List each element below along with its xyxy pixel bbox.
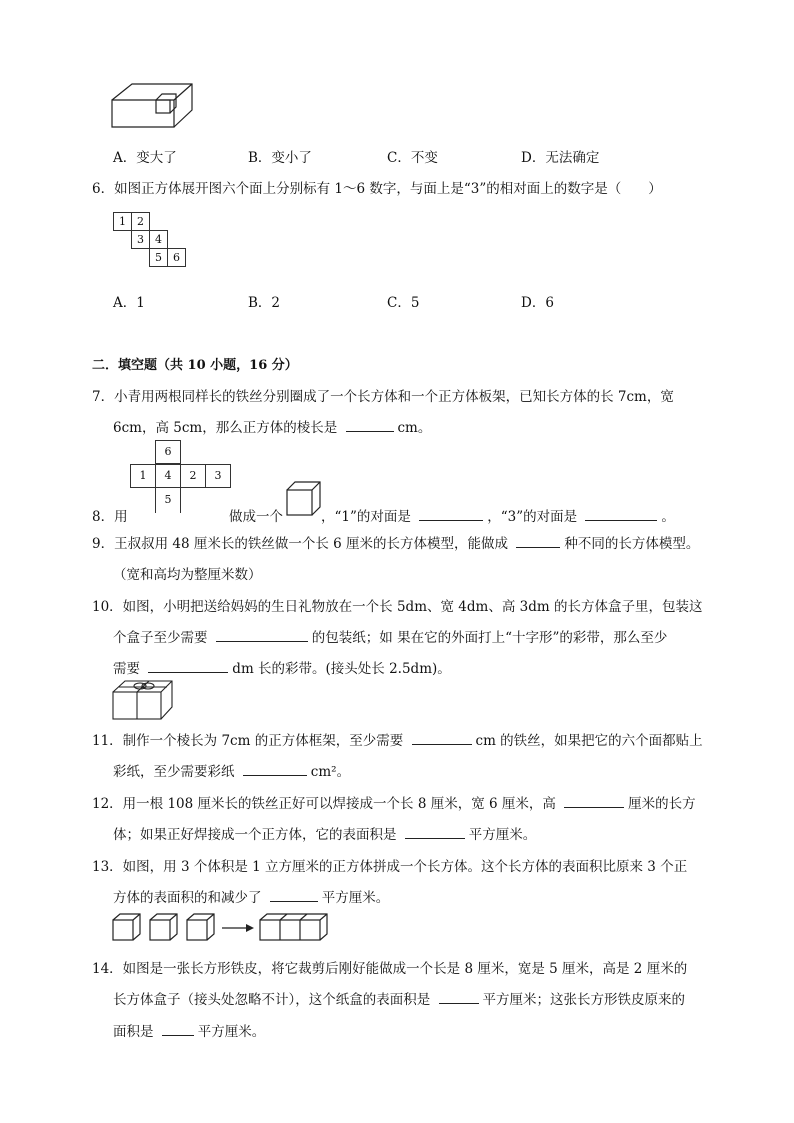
q8-net-face: 2 bbox=[180, 464, 206, 488]
q6-option-c[interactable]: C．5 bbox=[387, 295, 420, 311]
q10-text-2: 的包装纸；如 果在它的外面打上“十字形”的彩带，那么至少 bbox=[311, 630, 668, 646]
q10-answer-blank-2[interactable] bbox=[148, 658, 228, 673]
q12-text-4: 平方厘米。 bbox=[468, 827, 537, 843]
q8-text-2: ，“3”的对面是 bbox=[487, 509, 578, 525]
q10-line1: 10．如图，小明把送给妈妈的生日礼物放在一个长 5dm、宽 4dm、高 3dm 的长方体盒子里，包装这 bbox=[92, 599, 703, 615]
q12-text: 12．用一根 108 厘米长的铁丝正好可以焊接成一个长 8 厘米，宽 6 厘米，高 bbox=[92, 796, 556, 812]
q11-answer-blank-1[interactable] bbox=[412, 730, 472, 745]
q14-line3 bbox=[113, 1020, 265, 1040]
q10-gift-box-figure bbox=[112, 679, 174, 721]
q14-line2 bbox=[113, 988, 685, 1008]
q9-line1 bbox=[92, 532, 699, 552]
q9-text: 9．王叔叔用 48 厘米长的铁丝做一个长 6 厘米的长方体模型，能做成 bbox=[92, 536, 509, 552]
q12-answer-blank-2[interactable] bbox=[405, 824, 465, 839]
q6-stem: 6．如图正方体展开图六个面上分别标有 1～6 数字，与面上是“3”的相对面上的数字是（ ） bbox=[92, 181, 662, 197]
q6-net-face: 1 bbox=[113, 212, 132, 231]
q9-answer-blank[interactable] bbox=[516, 533, 560, 548]
section-heading-fill-in: 二．填空题（共 10 小题，16 分） bbox=[92, 358, 298, 373]
q11-text: 11．制作一个棱长为 7cm 的正方体框架，至少需要 bbox=[92, 733, 404, 749]
q13-text: 方体的表面积的和减少了 bbox=[113, 890, 262, 906]
q11-line1 bbox=[92, 729, 703, 749]
q11-line2 bbox=[113, 760, 350, 780]
q8-answer-blank-2[interactable] bbox=[585, 506, 657, 521]
q8-answer-blank-1[interactable] bbox=[419, 506, 483, 521]
q10-text-4: dm 长的彩带。(接头处长 2.5dm)。 bbox=[232, 661, 451, 677]
q10-answer-blank-1[interactable] bbox=[216, 627, 308, 642]
q10-text-3: 需要 bbox=[113, 661, 140, 677]
q6-option-d[interactable]: D．6 bbox=[521, 295, 554, 311]
q12-answer-blank-1[interactable] bbox=[564, 793, 624, 808]
q6-cube-net bbox=[113, 212, 193, 272]
q14-answer-blank-2[interactable] bbox=[162, 1021, 194, 1036]
q12-text-2: 厘米的长方 bbox=[628, 796, 696, 812]
q9-line2: （宽和高均为整厘米数） bbox=[113, 567, 262, 583]
q7-answer-blank[interactable] bbox=[346, 417, 394, 432]
q5-option-b[interactable]: B．变小了 bbox=[248, 150, 312, 166]
q12-text-3: 体；如果正好焊接成一个正方体，它的表面积是 bbox=[113, 827, 397, 843]
q10-line3 bbox=[113, 657, 451, 677]
q8-net-face: 1 bbox=[130, 464, 156, 488]
q9-text-end: 种不同的长方体模型。 bbox=[564, 536, 700, 552]
q6-net-face: 2 bbox=[131, 212, 150, 231]
q6-net-face: 6 bbox=[167, 248, 186, 267]
q6-net-face: 5 bbox=[149, 248, 168, 267]
q8-net-face: 4 bbox=[155, 464, 181, 488]
q7-text: 6cm，高 5cm，那么正方体的棱长是 bbox=[113, 420, 338, 436]
q6-option-a[interactable]: A．1 bbox=[113, 295, 145, 311]
q8-rest bbox=[321, 505, 675, 525]
q14-line1: 14．如图是一张长方形铁皮，将它裁剪后刚好能做成一个长是 8 厘米，宽是 5 厘米，高是 2 厘米的 bbox=[92, 961, 688, 977]
q8-prefix: 8．用 bbox=[92, 509, 128, 525]
q12-line1 bbox=[92, 792, 696, 812]
q11-text-2: cm 的铁丝，如果把它的六个面都贴上 bbox=[475, 733, 703, 749]
q13-cubes-figure bbox=[112, 912, 327, 944]
q6-net-face: 4 bbox=[149, 230, 168, 249]
q11-answer-blank-2[interactable] bbox=[243, 761, 307, 776]
q5-option-a[interactable]: A．变大了 bbox=[113, 150, 177, 166]
q6-net-face: 3 bbox=[131, 230, 150, 249]
q8-net-face: 3 bbox=[205, 464, 231, 488]
q13-answer-blank[interactable] bbox=[270, 887, 318, 902]
q5-option-d[interactable]: D．无法确定 bbox=[521, 150, 600, 166]
q8-cube-net bbox=[130, 440, 240, 520]
q14-text: 长方体盒子（接头处忽略不计），这个纸盒的表面积是 bbox=[113, 992, 431, 1008]
q8-mid: 做成一个 bbox=[229, 509, 283, 525]
q8-net-face: 5 bbox=[155, 487, 181, 513]
q10-line2 bbox=[113, 626, 667, 646]
q5-notched-box-figure bbox=[110, 82, 195, 130]
q14-text-2: 平方厘米；这张长方形铁皮原来的 bbox=[482, 992, 686, 1008]
q11-text-3: 彩纸，至少需要彩纸 bbox=[113, 764, 235, 780]
q7-line1: 7．小青用两根同样长的铁丝分别圈成了一个长方体和一个正方体板架，已知长方体的长 7cm，宽 bbox=[92, 389, 674, 405]
q13-text-2: 平方厘米。 bbox=[321, 890, 390, 906]
q14-text-4: 平方厘米。 bbox=[197, 1024, 266, 1040]
q8-cube-icon bbox=[286, 481, 322, 517]
q11-unit: cm²。 bbox=[310, 764, 351, 780]
q14-text-3: 面积是 bbox=[113, 1024, 154, 1040]
q14-answer-blank-1[interactable] bbox=[439, 989, 479, 1004]
q13-line2 bbox=[113, 886, 389, 906]
q7-line2 bbox=[113, 416, 431, 436]
q10-text: 个盒子至少需要 bbox=[113, 630, 208, 646]
q5-option-c[interactable]: C．不变 bbox=[387, 150, 438, 166]
q13-line1: 13．如图，用 3 个体积是 1 立方厘米的正方体拼成一个长方体。这个长方体的表面积比原来 3 个正 bbox=[92, 859, 688, 875]
q7-unit: cm。 bbox=[397, 420, 432, 436]
q12-line2 bbox=[113, 823, 536, 843]
q8-text-1: ，“1”的对面是 bbox=[321, 509, 411, 525]
q8-end: 。 bbox=[661, 509, 675, 525]
q6-option-b[interactable]: B．2 bbox=[248, 295, 281, 311]
q8-net-face: 6 bbox=[155, 440, 181, 464]
